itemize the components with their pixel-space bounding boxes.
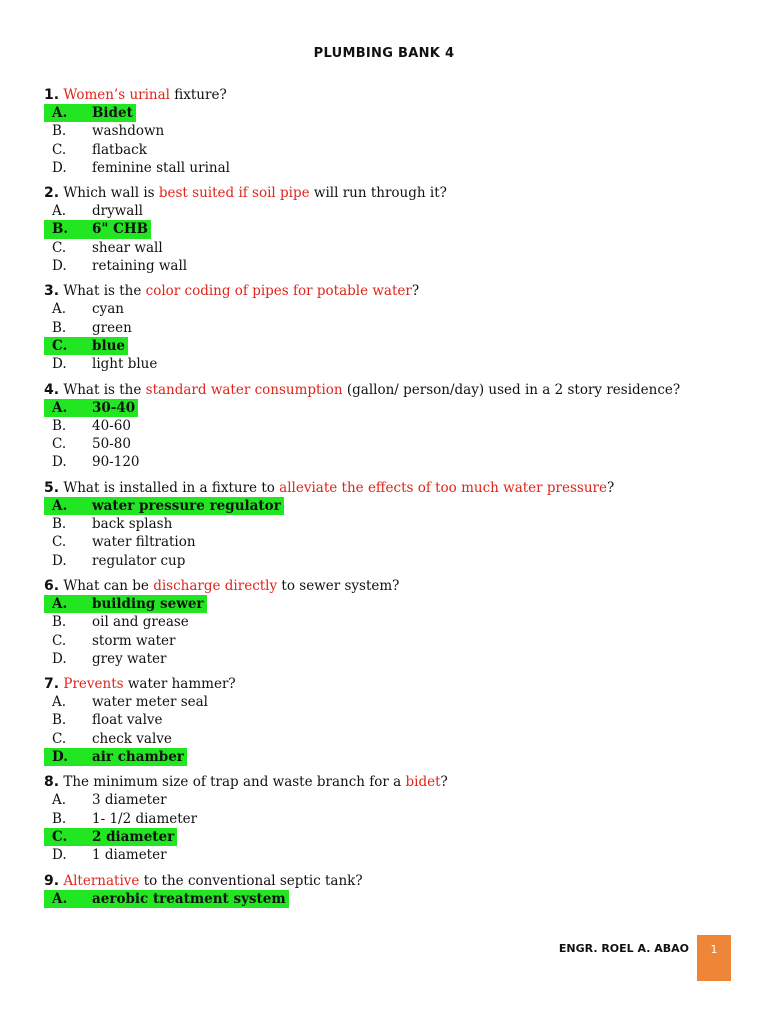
answer-option-correct [44,497,724,515]
option-letter: A. [52,203,67,220]
question-text-part: to sewer system? [277,577,400,594]
option-text: 1 diameter [92,847,167,864]
option-text: drywall [92,203,143,220]
answer-option-body [52,258,187,274]
answer-option [52,435,724,453]
option-text: 3 diameter [92,792,167,809]
answer-option [52,730,724,748]
question-2 [44,184,724,275]
option-letter: D. [52,454,67,471]
question-text [44,184,724,202]
question-number: 7. [44,676,60,693]
question-4 [44,381,724,472]
answer-option-correct [44,748,724,766]
option-text: back splash [92,516,173,533]
option-text: 90-120 [92,454,140,471]
option-letter: A. [52,497,68,514]
question-text-part: water hammer? [123,676,236,693]
option-text: 2 diameter [92,828,175,845]
answer-option-body [44,337,128,355]
question-text-part: ? [440,774,448,791]
answer-option-correct [44,595,724,613]
answer-option-body [52,712,163,728]
answer-option-body [52,142,147,158]
option-text: building sewer [92,595,204,612]
question-text [44,282,724,300]
answer-option-body [52,633,176,649]
question-number: 9. [44,872,60,889]
question-text-part: will run through it? [309,185,447,202]
question-list [44,86,724,915]
answer-option-body [52,651,166,667]
question-number: 2. [44,185,60,202]
answer-option [52,632,724,650]
answer-option [52,453,724,471]
answer-option-body [52,454,140,470]
option-letter: A. [52,301,67,318]
answer-option [52,515,724,533]
question-keyword: color coding of pipes for potable water [145,283,412,300]
question-text [44,675,724,693]
page-number-badge [697,935,731,981]
option-letter: C. [52,828,68,845]
question-keyword: discharge directly [153,577,278,594]
question-text-part: What can be [63,577,154,594]
question-3 [44,282,724,373]
question-text-part: ? [607,479,615,496]
question-text-part: What is the [63,283,146,300]
question-keyword: bidet [405,774,441,791]
option-text: 40-60 [92,417,131,434]
option-letter: B. [52,614,67,631]
option-text: float valve [92,712,163,729]
option-text: 1- 1/2 diameter [92,810,198,827]
option-letter: A. [52,595,68,612]
answer-option-body [44,828,177,846]
answer-option [52,257,724,275]
option-text: blue [92,337,125,354]
answer-option [52,711,724,729]
option-text: 50-80 [92,436,131,453]
answer-option [52,300,724,318]
answer-option-body [44,748,187,766]
question-text-part: (gallon/ person/day) used in a 2 story residence? [342,381,681,398]
answer-option [52,650,724,668]
question-number: 6. [44,577,60,594]
option-letter: A. [52,105,68,121]
question-number: 4. [44,381,60,398]
option-text: aerobic treatment system [92,890,286,907]
option-letter: C. [52,141,67,158]
answer-option [52,355,724,373]
option-text: retaining wall [92,258,188,275]
option-text: water pressure regulator [92,497,281,514]
option-text: washdown [92,123,165,140]
answer-option-correct [44,337,724,355]
question-text-part: Which wall is [63,185,159,202]
answer-option-body [52,123,164,139]
question-6 [44,577,724,668]
question-number: 5. [44,479,60,496]
answer-option-body [52,792,167,808]
question-keyword: standard water consumption [145,381,343,398]
option-letter: D. [52,258,67,275]
footer-author: ENGR. ROEL A. ABAO [558,942,689,955]
answer-option-body [44,497,284,515]
option-text: check valve [92,730,172,747]
option-text: feminine stall urinal [92,159,230,176]
question-text-part: What is installed in a fixture to [63,479,280,496]
answer-option-body [52,240,163,256]
answer-option-correct [44,828,724,846]
question-keyword: best suited if soil pipe [158,185,310,202]
option-letter: A. [52,890,68,907]
option-letter: B. [52,123,67,140]
option-letter: C. [52,632,67,649]
question-text [44,479,724,497]
question-7 [44,675,724,766]
question-keyword: alleviate the effects of too much water pressure [279,479,607,496]
question-text-part: to the conventional septic tank? [139,872,363,889]
option-text: storm water [92,632,176,649]
answer-option-body [52,614,189,630]
answer-option-body [44,104,136,122]
option-text: cyan [92,301,124,318]
answer-option-body [44,890,289,908]
question-5 [44,479,724,570]
question-keyword: Women’s urinal [63,87,170,103]
question-number: 1. [44,87,60,103]
option-letter: A. [52,694,67,711]
question-8 [44,773,724,864]
question-number: 3. [44,283,60,300]
answer-option-correct [44,399,724,417]
answer-option-body [52,553,185,569]
answer-option-correct [44,890,724,908]
option-text: Bidet [92,105,133,121]
option-letter: B. [52,712,67,729]
question-text [44,872,724,890]
page-number: 1 [710,943,718,956]
option-text: green [92,319,132,336]
answer-option [52,552,724,570]
answer-option-body [52,811,197,827]
answer-option [52,693,724,711]
answer-option-body [52,847,167,863]
option-letter: B. [52,417,67,434]
option-letter: D. [52,650,67,667]
document-title: PLUMBING BANK 4 [313,46,455,61]
question-text [44,86,724,104]
answer-option-body [52,436,131,452]
question-text-part: The minimum size of trap and waste branch for a [63,774,406,791]
question-9 [44,872,724,908]
question-text-part: What is the [63,381,146,398]
option-letter: B. [52,221,69,238]
option-text: 6" CHB [92,221,149,238]
option-text: flatback [92,141,147,158]
option-letter: D. [52,552,67,569]
option-letter: D. [52,749,68,766]
answer-option [52,810,724,828]
answer-option [52,122,724,140]
answer-option [52,846,724,864]
answer-option-body [52,356,157,372]
answer-option-body [52,418,131,434]
answer-option [52,141,724,159]
answer-option-correct [44,104,724,122]
question-text [44,773,724,791]
answer-option [52,319,724,337]
answer-option-body [52,301,124,317]
question-text-part: ? [411,283,420,300]
question-keyword: Alternative [63,872,140,889]
question-text [44,381,724,399]
option-letter: D. [52,356,67,373]
answer-option [52,159,724,177]
option-text: grey water [92,650,167,667]
option-letter: C. [52,730,67,747]
option-text: regulator cup [92,552,186,569]
answer-option [52,417,724,435]
question-text-part: fixture? [169,87,227,103]
answer-option-body [52,694,208,710]
answer-option [52,613,724,631]
question-1 [44,86,724,177]
answer-option-body [44,220,151,238]
option-text: 30-40 [92,399,136,416]
option-text: oil and grease [92,614,189,631]
option-text: air chamber [92,749,184,766]
answer-option-body [52,534,196,550]
option-text: light blue [92,356,158,373]
option-letter: A. [52,792,67,809]
answer-option-body [52,160,230,176]
option-letter: C. [52,436,67,453]
answer-option [52,202,724,220]
option-text: water meter seal [92,694,208,711]
question-keyword: Prevents [63,676,124,693]
answer-option [52,533,724,551]
question-text [44,577,724,595]
answer-option-body [44,595,207,613]
answer-option-correct [44,220,724,238]
option-text: shear wall [92,239,163,256]
answer-option [52,791,724,809]
answer-option-body [52,203,143,219]
option-letter: C. [52,534,67,551]
option-letter: D. [52,847,67,864]
option-letter: A. [52,399,68,416]
answer-option-body [52,731,172,747]
option-text: water filtration [92,534,196,551]
option-letter: B. [52,319,67,336]
option-letter: B. [52,516,67,533]
answer-option-body [52,320,132,336]
answer-option-body [52,516,172,532]
option-letter: C. [52,337,68,354]
answer-option [52,239,724,257]
option-letter: C. [52,239,67,256]
option-letter: D. [52,159,67,176]
option-letter: B. [52,810,67,827]
question-number: 8. [44,774,60,791]
answer-option-body [44,399,138,417]
